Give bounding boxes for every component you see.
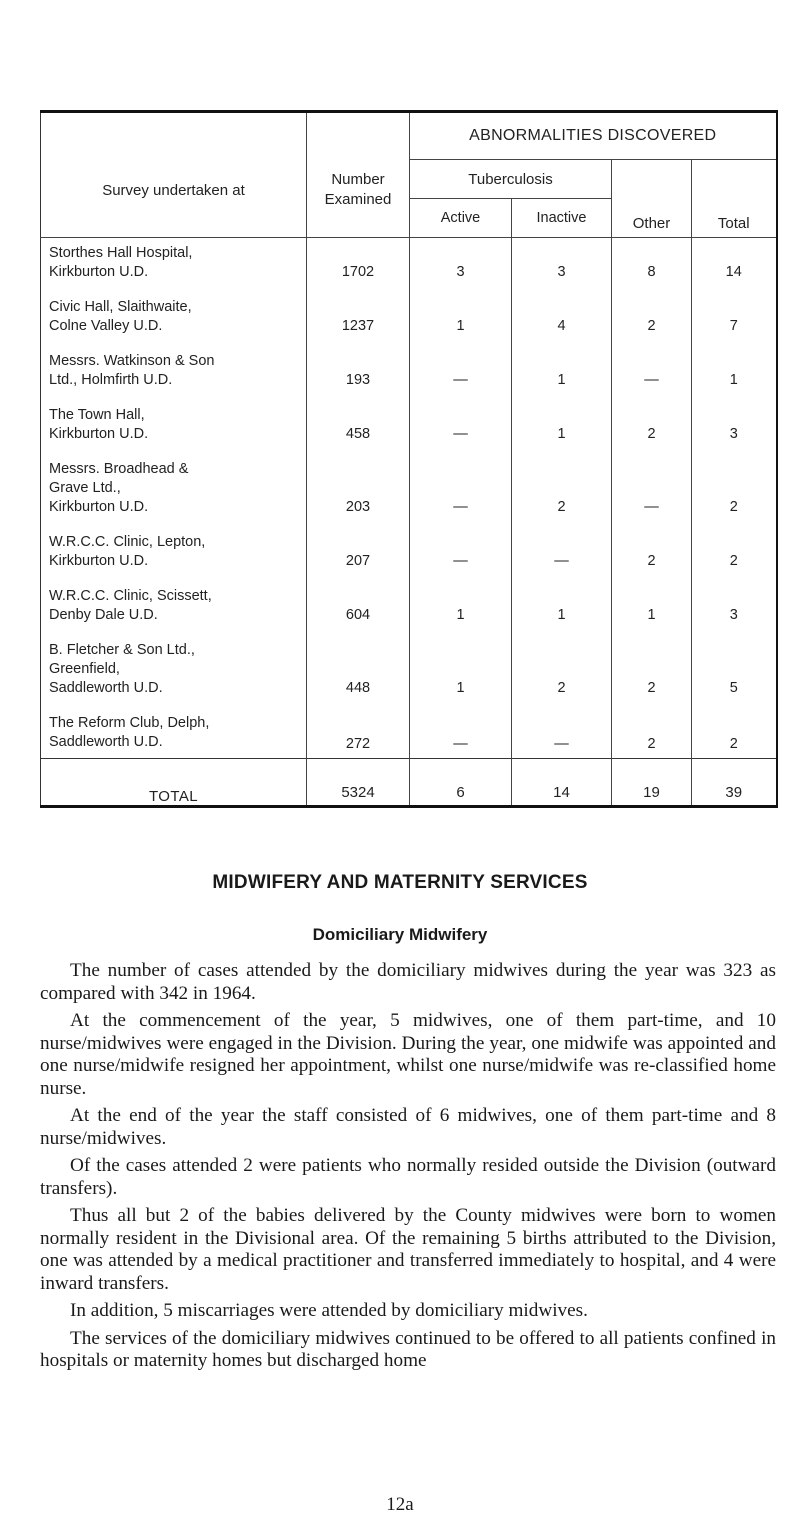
header-other: Other — [612, 160, 692, 238]
paragraph: The number of cases attended by the domiciliary midwives during the year was 323 as compared with 342 in 1964. — [40, 960, 776, 1004]
cell-number-examined: 203 — [307, 446, 410, 519]
cell-survey-location — [41, 284, 307, 338]
cell-survey-location — [41, 519, 307, 573]
location-line: Storthes Hall Hospital, — [49, 245, 193, 261]
location-line: Greenfield, — [49, 661, 120, 677]
cell-number-examined: 207 — [307, 519, 410, 573]
cell-active: 3 — [410, 238, 512, 285]
page-number: 12a — [386, 1494, 414, 1515]
cell-survey-location — [41, 700, 307, 759]
cell-other: — — [612, 446, 692, 519]
cell-other: 2 — [612, 519, 692, 573]
cell-total: 2 — [692, 519, 777, 573]
total-active: 6 — [410, 759, 512, 807]
location-line: The Reform Club, Delph, — [49, 715, 210, 731]
cell-number-examined: 458 — [307, 392, 410, 446]
survey-results-table — [40, 110, 778, 808]
cell-total: 3 — [692, 392, 777, 446]
cell-total: 5 — [692, 627, 777, 700]
cell-total: 7 — [692, 284, 777, 338]
paragraph: Thus all but 2 of the babies delivered by the County midwives were born to women normally resident in the Divisional area. Of the remaining 5 births attributed to the Division, one was attended by a medical practitioner and transferred immediately to hospital, and 4 were inward transfers. — [40, 1205, 776, 1294]
cell-active: 1 — [410, 627, 512, 700]
cell-other: 2 — [612, 700, 692, 759]
cell-number-examined: 1702 — [307, 238, 410, 285]
cell-number-examined: 193 — [307, 338, 410, 392]
location-line: Saddleworth U.D. — [49, 734, 163, 750]
cell-inactive: 4 — [512, 284, 612, 338]
cell-other: 2 — [612, 392, 692, 446]
survey-table-wrapper — [40, 110, 776, 808]
cell-active: — — [410, 392, 512, 446]
cell-survey-location — [41, 238, 307, 285]
table-row — [41, 573, 777, 627]
location-line: Messrs. Watkinson & Son — [49, 353, 215, 369]
cell-inactive: 3 — [512, 238, 612, 285]
table-row — [41, 338, 777, 392]
location-line: Kirkburton U.D. — [49, 264, 149, 280]
header-active: Active — [410, 199, 512, 238]
paragraph: At the end of the year the staff consisted of 6 midwives, one of them part-time and 8 nurse/midwives. — [40, 1105, 776, 1149]
location-line: Kirkburton U.D. — [49, 499, 149, 515]
cell-other: 1 — [612, 573, 692, 627]
location-line: Messrs. Broadhead & — [49, 461, 189, 477]
cell-number-examined: 1237 — [307, 284, 410, 338]
header-inactive: Inactive — [512, 199, 612, 238]
table-row — [41, 519, 777, 573]
cell-total: 1 — [692, 338, 777, 392]
header-total: Total — [692, 160, 777, 238]
location-line: Kirkburton U.D. — [49, 426, 149, 442]
table-row — [41, 700, 777, 759]
header-number-examined: Number Examined — [307, 112, 410, 238]
table-row — [41, 446, 777, 519]
cell-total: 2 — [692, 700, 777, 759]
paragraph: Of the cases attended 2 were patients who normally resided outside the Division (outward transfers). — [40, 1155, 776, 1199]
cell-survey-location — [41, 392, 307, 446]
table-body — [41, 238, 777, 807]
cell-active: — — [410, 446, 512, 519]
location-line: Ltd., Holmfirth U.D. — [49, 372, 173, 388]
cell-active: — — [410, 700, 512, 759]
total-inactive: 14 — [512, 759, 612, 807]
cell-inactive: 1 — [512, 392, 612, 446]
table-row — [41, 392, 777, 446]
cell-active: 1 — [410, 284, 512, 338]
cell-other: 2 — [612, 627, 692, 700]
location-line: W.R.C.C. Clinic, Scissett, — [49, 588, 212, 604]
location-line: Civic Hall, Slaithwaite, — [49, 299, 192, 315]
cell-inactive: — — [512, 700, 612, 759]
table-header — [41, 112, 777, 238]
paragraph: The services of the domiciliary midwives continued to be offered to all patients confined in hospitals or maternity homes but discharged home — [40, 1327, 776, 1371]
location-line: Grave Ltd., — [49, 480, 121, 496]
cell-active: — — [410, 338, 512, 392]
table-total-row — [41, 759, 777, 807]
table-row — [41, 238, 777, 285]
cell-inactive: 2 — [512, 446, 612, 519]
cell-inactive: 1 — [512, 338, 612, 392]
total-label: TOTAL — [41, 759, 307, 807]
cell-number-examined: 272 — [307, 700, 410, 759]
location-line: W.R.C.C. Clinic, Lepton, — [49, 534, 206, 550]
header-survey-location: Survey undertaken at — [41, 112, 307, 238]
location-line: Saddleworth U.D. — [49, 680, 163, 696]
paragraph: In addition, 5 miscarriages were attended by domiciliary midwives. — [70, 1300, 588, 1321]
cell-survey-location — [41, 338, 307, 392]
body-text — [40, 960, 776, 1378]
cell-total: 3 — [692, 573, 777, 627]
cell-inactive: 2 — [512, 627, 612, 700]
location-line: The Town Hall, — [49, 407, 145, 423]
cell-survey-location — [41, 573, 307, 627]
location-line: Denby Dale U.D. — [49, 607, 158, 623]
cell-inactive: — — [512, 519, 612, 573]
location-line: B. Fletcher & Son Ltd., — [49, 642, 195, 658]
location-line: Kirkburton U.D. — [49, 553, 149, 569]
section-subheading: Domiciliary Midwifery — [312, 925, 488, 944]
cell-other: 8 — [612, 238, 692, 285]
total-total: 39 — [692, 759, 777, 807]
location-line: Colne Valley U.D. — [49, 318, 163, 334]
cell-total: 14 — [692, 238, 777, 285]
section-heading: MIDWIFERY AND MATERNITY SERVICES — [212, 872, 588, 893]
total-other: 19 — [612, 759, 692, 807]
cell-survey-location — [41, 627, 307, 700]
cell-total: 2 — [692, 446, 777, 519]
cell-survey-location — [41, 446, 307, 519]
cell-inactive: 1 — [512, 573, 612, 627]
header-abnormalities-discovered: ABNORMALITIES DISCOVERED — [410, 112, 777, 160]
cell-active: 1 — [410, 573, 512, 627]
total-number-examined: 5324 — [307, 759, 410, 807]
cell-number-examined: 448 — [307, 627, 410, 700]
cell-other: — — [612, 338, 692, 392]
cell-other: 2 — [612, 284, 692, 338]
table-row — [41, 627, 777, 700]
cell-active: — — [410, 519, 512, 573]
table-row — [41, 284, 777, 338]
header-tuberculosis: Tuberculosis — [410, 160, 612, 199]
paragraph: At the commencement of the year, 5 midwives, one of them part-time, and 10 nurse/midwives were engaged in the Division. During the year, one midwife was appointed and one nurse/midwife resigned her appointment, whilst one nurse/midwife was re-classified home nurse. — [40, 1010, 776, 1099]
cell-number-examined: 604 — [307, 573, 410, 627]
